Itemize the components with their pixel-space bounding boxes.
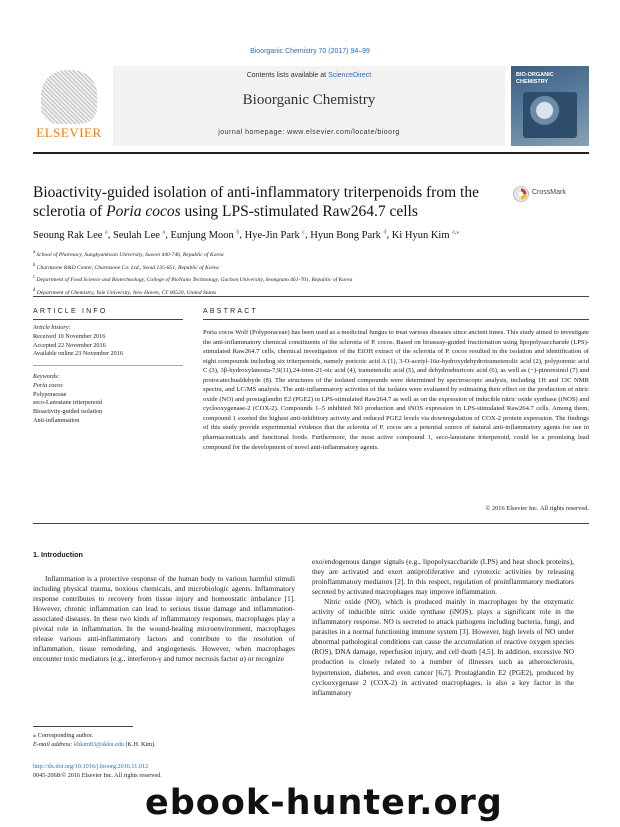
history-item: Received 10 November 2016 xyxy=(33,332,106,340)
doi-link[interactable]: http://dx.doi.org/10.1016/j.bioorg.2016.11.012 xyxy=(33,763,149,770)
journal-reference[interactable]: Bioorganic Chemistry 70 (2017) 94–99 xyxy=(250,48,370,55)
keyword[interactable]: seco-Lanostane triterpenoid xyxy=(33,399,102,407)
email-line xyxy=(33,740,295,749)
divider xyxy=(203,319,589,320)
cover-title: BIO-ORGANIC CHEMISTRY xyxy=(516,72,554,85)
title-species: Poria cocos xyxy=(106,202,181,220)
keyword[interactable]: Anti-inflammation xyxy=(33,416,80,424)
abstract-text: Poria cocos Wolf (Polyporaceae) has been used as a medicinal fungus to treat various diseases since ancient times. This study aimed to investigate the anti-inflammatory chemical constituents of the sclerotia of P. cocos. Based on bioassay-guided fractionation using lipopolysaccharide (LPS)-stimulated Raw264.7 cells, chemical investigation of the EtOH extract of the sclerotia of P. cocos resulted in the isolation and identification of eight compounds including six triterpenoids, namely poricoic acid A (1), 3-O-acetyl-16α-hydroxydehydrotrametenolic acid (2), polyporenic acid C (3), 3β-hydroxylanosta-7,9(11),24-trien-21-oic acid (4), trametenolic acid (5), and dehydroeburicoic acid (6), as well as (−)-pinoresinol (7) and protocatechualdehyde (8). The structures of the isolated compounds were determined by spectroscopic analysis, including 1H and 13C NMR spectra, and LC/MS analysis. The anti-inflammatory activities of the isolates were evaluated by estimating their effect on the production of nitric oxide (NO) and prostaglandin E2 (PGE2) in LPS-stimulated Raw264.7 as well as on the expression of inducible nitric oxide synthase (iNOS) and cyclooxygenase-2 (COX-2). Compounds 1–5 inhibited NO production and iNOS expression in LPS-stimulated Raw264.7 cells. Among them, compound 1 exerted the highest anti-inhibitory activity and reduced PGE2 levels via downregulation of COX-2 protein expression. The findings of this study provide experimental evidence that the sclerotia of P. cocos are a potential source of natural anti-inflammatory agents for use in pharmaceuticals and functional foods. Furthermore, the most active compound 1, seco-lanostane triterpenoid, could be a promising lead compound for the development of novel anti-inflammatory agents. xyxy=(203,329,589,451)
corresponding-author-note: ⁎ Corresponding author. xyxy=(33,732,93,739)
divider xyxy=(33,319,183,320)
journal-header xyxy=(33,66,589,148)
author[interactable]: Seulah Lee $^a$ xyxy=(112,229,166,241)
divider xyxy=(33,296,589,297)
keywords-heading: Keywords: xyxy=(33,373,60,380)
abstract-copyright: © 2016 Elsevier Inc. All rights reserved. xyxy=(485,505,589,512)
author[interactable]: Ki Hyun Kim $^{a,⁎}$ xyxy=(391,229,460,241)
article-title xyxy=(33,184,488,222)
email-link[interactable]: khkim83@skku.edu xyxy=(74,741,124,748)
article-info-label: ARTICLE INFO xyxy=(33,308,108,315)
affiliation: $^d$ Department of Chemistry, Yale University, New Haven, CT 06520, United States xyxy=(33,287,217,296)
elsevier-logo[interactable] xyxy=(33,70,105,144)
journal-title: Bioorganic Chemistry xyxy=(242,92,376,108)
keyword[interactable]: Bioactivity-guided isolation xyxy=(33,408,103,416)
author-list: Seoung Rak Lee $^a$, Seulah Lee $^a$, Eunjung Moon $^b$, Hye-Jin Park $^c$, Hyun Bong Park $^d$, Ki Hyun Kim $^{a,⁎}$ xyxy=(33,229,460,241)
affiliations xyxy=(33,248,589,298)
email-suffix: (K.H. Kim). xyxy=(123,741,156,748)
journal-homepage[interactable]: journal homepage: www.elsevier.com/locate/bioorg xyxy=(218,129,400,136)
footnote-rule xyxy=(33,726,133,727)
doi-block xyxy=(33,762,333,780)
history-heading: Article history: xyxy=(33,324,71,331)
publisher-name: ELSEVIER xyxy=(36,125,102,140)
affiliation: $^a$ School of Pharmacy, Sungkyunkwan University, Suwon 440-746, Republic of Korea xyxy=(33,250,224,258)
crossmark-badge[interactable] xyxy=(513,186,591,204)
divider xyxy=(33,523,589,524)
history-item: Available online 23 November 2016 xyxy=(33,350,123,358)
keyword[interactable]: Polyporaceae xyxy=(33,390,67,398)
cover-image xyxy=(523,92,577,138)
affiliation: $^c$ Department of Food Science and Biotechnology, College of BioNano Technology, Gachon University, Seongnam 461-701, Republic of Korea xyxy=(33,275,353,283)
sciencedirect-link[interactable]: ScienceDirect xyxy=(328,72,372,79)
masthead xyxy=(113,66,505,146)
body-paragraph: Nitric oxide (NO), which is produced mainly in macrophages by the enzymatic activity of inducible nitric oxide synthase (iNOS), plays a significant role in the inflammatory response. NO is secreted to attack pathogens including bacteria, fungi, and parasites in a normal functioning immune system [3]. However, high levels of NO under abnormal pathological conditions can cause the accumulation of reactive oxygen species (ROS), DNA damage, reperfusion injury, and cell death [4,5]. In addition, excessive NO production is closely related to a number of illnesses such as atherosclerosis, hypertension, diabetes, and even cancer [6,7]. Prostaglandin E2 (PGE2), produced by cyclooxygenase 2 (COX-2) in activated macrophages, is also a key factor in the inflammatory xyxy=(312,597,574,697)
journal-cover[interactable] xyxy=(511,66,589,146)
body-paragraph: Inflammation is a protective response of the human body to various harmful stimuli including physical trauma, noxious chemicals, and microbiologic agents. Inflammatory response contributes to recovery from tissue injury and homeostatic imbalance [1]. However, chronic inflammation can lead to serious tissue damage and inflammation-associated diseases. In these two kinds of inflammatory responses, macrophages play a pivotal role in inflammation. In the wound-healing microenvironment, macrophages release various anti-inflammatory factors and contribute to the resolution of inflammation, tissue remodeling, and angiogenesis. However, when macrophages encounter toxic mediators (e.g., interferon-γ and tumor necrosis factor α) or recognize xyxy=(33,574,295,664)
header-rule xyxy=(33,152,589,154)
article-history xyxy=(33,324,183,359)
author[interactable]: Hyun Bong Park $^d$ xyxy=(310,229,387,241)
title-part-2: using LPS-stimulated Raw264.7 cells xyxy=(180,202,418,220)
author[interactable]: Eunjung Moon $^b$ xyxy=(170,229,240,241)
section-heading: 1. Introduction xyxy=(33,550,83,559)
author[interactable]: Hye-Jin Park $^c$ xyxy=(244,229,306,241)
keywords xyxy=(33,373,183,426)
crossmark-icon xyxy=(513,186,529,202)
body-paragraph: exo/endogenous danger signals (e.g., lipopolysaccharide (LPS) and heat shock proteins), they are activated and exert antiproliferative and cytotoxic activities by releasing proinflammatory mediators [2]. In this respect, regulation of proinflammatory mediators secreted by activated macrophages may improve inflammation. xyxy=(312,557,574,597)
contents-prefix: Contents lists available at xyxy=(246,72,329,79)
history-item: Accepted 22 November 2016 xyxy=(33,341,106,349)
author[interactable]: Seoung Rak Lee $^a$ xyxy=(33,229,108,241)
footnotes xyxy=(33,731,295,749)
watermark: ebook-hunter.org xyxy=(145,783,503,823)
left-column xyxy=(33,550,295,664)
right-column xyxy=(312,557,574,698)
divider xyxy=(33,365,183,366)
title-part-1: Bioactivity-guided isolation of anti-inflammatory triterpenoids from the sclerotia of xyxy=(33,184,479,220)
affiliation: $^b$ Charmzone R&D Center, Charmzone Co. Ltd., Seoul 135-851, Republic of Korea xyxy=(33,262,219,271)
abstract-label: ABSTRACT xyxy=(203,308,258,315)
elsevier-tree-icon xyxy=(41,70,97,124)
keyword[interactable]: Poria cocos xyxy=(33,381,63,389)
crossmark-label: CrossMark xyxy=(532,189,566,196)
contents-line xyxy=(113,72,505,79)
issn-line: 0045-2068/© 2016 Elsevier Inc. All rights reserved. xyxy=(33,772,162,779)
email-label: E-mail address: xyxy=(33,741,75,748)
